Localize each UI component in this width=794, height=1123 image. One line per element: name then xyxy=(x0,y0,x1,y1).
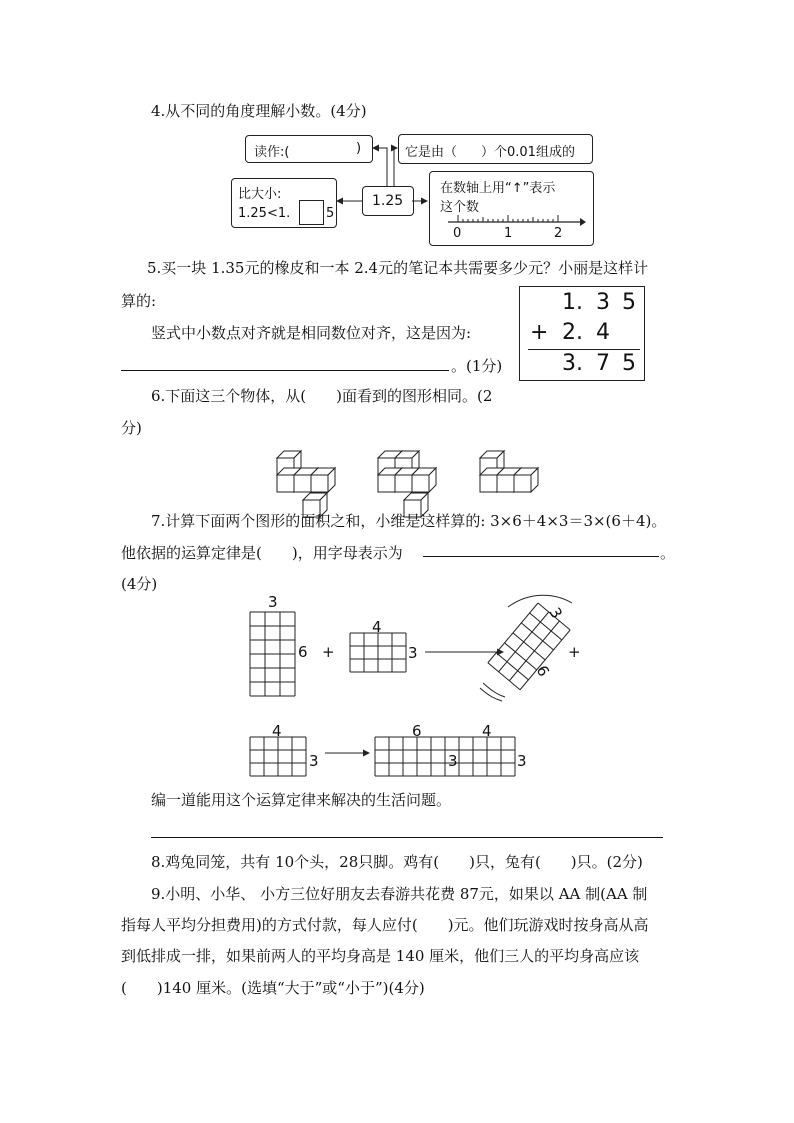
calc-plus: + xyxy=(530,320,549,345)
label-b4: 4 xyxy=(372,618,382,636)
cube xyxy=(514,468,538,492)
label-a6: 6 xyxy=(298,643,308,661)
calc-r3-b: 7 xyxy=(596,351,610,376)
label-c4: 4 xyxy=(272,722,282,740)
cube xyxy=(412,468,436,492)
q7-prompt-line xyxy=(151,837,663,838)
vertical-calculation xyxy=(519,286,645,381)
q7-prompt: 编一道能用这个运算定律来解决的生活问题。 xyxy=(151,791,452,809)
label-plus: + xyxy=(322,643,335,661)
center-value: 1.25 xyxy=(372,193,404,209)
q9-line-3: 到低排成一排，如果前两人的平均身高是 140 厘米，他们三人的平均身高应该 xyxy=(121,947,640,965)
calc-r2-b: 4 xyxy=(596,320,610,345)
area-grid xyxy=(350,633,406,672)
q7-line-3: (4分) xyxy=(121,575,158,593)
compare-label: 比大小: xyxy=(238,187,282,202)
cube-figures xyxy=(0,440,794,500)
calc-r1-a: 1. xyxy=(562,290,583,315)
tick-label-0: 0 xyxy=(453,226,462,241)
q4-title: 4.从不同的角度理解小数。(4分) xyxy=(151,102,367,120)
q7-line-1: 7.计算下面两个图形的面积之和，小维是这样算的: 3×6＋4×3＝3×(6＋4)。 xyxy=(151,512,667,530)
area-grid xyxy=(250,612,295,696)
q4-arrows xyxy=(0,0,794,260)
composed-pre: 它是由（ xyxy=(405,145,458,160)
q5-line-2: 算的: xyxy=(121,292,157,310)
label-b3: 3 xyxy=(408,644,418,662)
compare-right: 5 xyxy=(326,206,335,221)
composed-post: ）个0.01组成的 xyxy=(481,145,575,160)
label-d4: 4 xyxy=(482,722,492,740)
calc-r2-a: 2. xyxy=(562,320,583,345)
label-d3a: 3 xyxy=(448,752,458,770)
q5-line-1: 5.买一块 1.35元的橡皮和一本 2.4元的笔记本共需要多少元？小丽是这样计 xyxy=(147,259,649,277)
q7-line-2: 他依据的运算定律是( )，用字母表示为 xyxy=(121,544,403,562)
tick-label-1: 1 xyxy=(504,226,513,241)
label-c3: 3 xyxy=(309,752,319,770)
area-diagram xyxy=(0,585,794,785)
label-d3b: 3 xyxy=(517,752,527,770)
tick-label-2: 2 xyxy=(554,226,563,241)
label-plus-2: + xyxy=(568,643,581,661)
q9-line-4: ( )140 厘米。(选填“大于”或“小于”)(4分) xyxy=(121,979,425,997)
label-a3: 3 xyxy=(268,593,278,611)
calc-r1-c: 5 xyxy=(622,290,636,315)
calc-rule xyxy=(528,349,640,350)
q6-line-2: 分) xyxy=(121,419,142,437)
numberline-text-2: 这个数 xyxy=(440,200,480,215)
label-r3: 3 xyxy=(545,604,566,622)
calc-r1-b: 3 xyxy=(596,290,610,315)
area-grid xyxy=(375,737,515,776)
cube xyxy=(311,468,335,492)
read-label: 读作:( xyxy=(254,145,290,160)
q7-line-2-end: 。 xyxy=(660,544,676,562)
calc-r3-a: 3. xyxy=(562,351,583,376)
calc-r3-c: 5 xyxy=(622,351,636,376)
q5-answer-line xyxy=(121,370,449,371)
q5-line-4-end: 。(1分) xyxy=(451,357,503,375)
compare-left: 1.25<1. xyxy=(238,206,291,221)
read-close: ) xyxy=(356,141,362,156)
q5-line-3: 竖式中小数点对齐就是相同数位对齐，这是因为: xyxy=(151,324,472,342)
label-r6: 6 xyxy=(532,662,553,680)
area-grid xyxy=(250,737,306,776)
label-d6: 6 xyxy=(412,722,422,740)
q9-line-2: 指每人平均分担费用)的方式付款，每人应付( )元。他们玩游戏时按身高从高 xyxy=(121,916,649,934)
q6-line-1: 6.下面这三个物体，从( )面看到的图形相同。(2 xyxy=(151,387,493,405)
q9-line-1: 9.小明、小华、 小方三位好朋友去春游共花费 87元，如果以 AA 制(AA 制 xyxy=(151,885,648,903)
q8-line: 8.鸡兔同笼，共有 10个头，28只脚。鸡有( )只，兔有( )只。(2分) xyxy=(151,853,643,871)
numberline-text-1: 在数轴上用“↑”表示 xyxy=(440,181,556,196)
q7-answer-line xyxy=(423,556,659,557)
